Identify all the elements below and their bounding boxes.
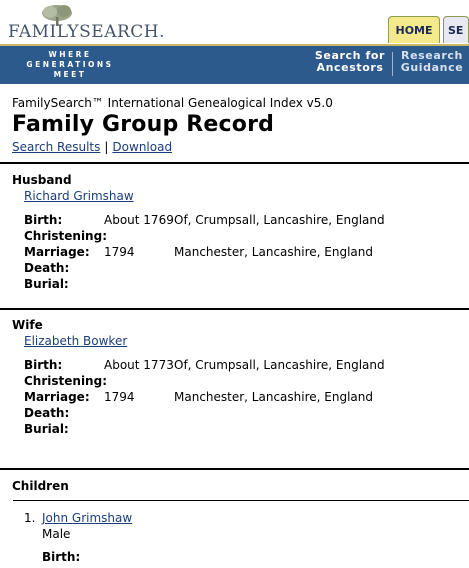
event-date: 1794: [104, 390, 135, 404]
event-label: Death:: [24, 406, 70, 420]
tagline-line: MEET: [53, 70, 87, 79]
wife-heading: Wife: [12, 318, 43, 332]
event-label: Marriage:: [24, 390, 90, 404]
link-separator: |: [104, 140, 109, 154]
nav-divider: [392, 52, 393, 76]
logo-text: FAMILYSEARCH.: [8, 22, 166, 42]
child-event-label: Birth:: [42, 550, 81, 564]
download-link[interactable]: Download: [112, 140, 173, 154]
divider: [0, 308, 469, 310]
event-place: Manchester, Lancashire, England: [174, 245, 373, 259]
event-place: Of, Crumpsall, Lancashire, England: [174, 358, 385, 372]
children-divider: [13, 500, 469, 501]
familysearch-logo[interactable]: [8, 4, 166, 42]
event-place: Of, Crumpsall, Lancashire, England: [174, 213, 385, 227]
page-title: Family Group Record: [12, 112, 275, 137]
tab-search[interactable]: SE: [443, 16, 469, 43]
top-tabs: [388, 14, 469, 44]
tagline-line: GENERATIONS: [26, 60, 114, 69]
event-date: 1794: [104, 245, 135, 259]
search-results-link[interactable]: Search Results: [12, 140, 101, 154]
page-links: [12, 140, 172, 154]
divider: [0, 162, 469, 164]
husband-heading: Husband: [12, 173, 72, 187]
event-date: About 1769: [104, 213, 174, 227]
site-header: [0, 0, 469, 44]
nav-label-line: Ancestors: [316, 61, 384, 74]
wife-name-link[interactable]: Elizabeth Bowker: [24, 334, 128, 348]
event-label: Birth:: [24, 213, 63, 227]
tab-home[interactable]: HOME: [388, 16, 440, 43]
event-label: Marriage:: [24, 245, 90, 259]
event-label: Burial:: [24, 422, 69, 436]
event-label: Christening:: [24, 229, 107, 243]
event-label: Birth:: [24, 358, 63, 372]
tagline: [20, 50, 120, 80]
event-date: About 1773: [104, 358, 174, 372]
nav-bar: [0, 44, 469, 84]
nav-label-line: Research: [401, 49, 463, 62]
nav-research-guidance[interactable]: [398, 50, 466, 74]
event-label: Christening:: [24, 374, 107, 388]
nav-label-line: Search for: [314, 49, 386, 62]
nav-label-line: Guidance: [400, 61, 464, 74]
event-label: Burial:: [24, 277, 69, 291]
nav-search-for-ancestors[interactable]: [314, 50, 386, 74]
child-number: 1.: [24, 511, 36, 525]
divider: [0, 468, 469, 470]
tagline-line: WHERE: [48, 50, 92, 59]
husband-name-link[interactable]: Richard Grimshaw: [24, 189, 134, 203]
child-name-link[interactable]: John Grimshaw: [42, 511, 133, 525]
event-label: Death:: [24, 261, 70, 275]
child-sex: Male: [42, 527, 71, 541]
children-heading: Children: [12, 479, 69, 493]
event-place: Manchester, Lancashire, England: [174, 390, 373, 404]
page-subtitle: FamilySearch™ International Genealogical Index v5.0: [12, 96, 333, 110]
